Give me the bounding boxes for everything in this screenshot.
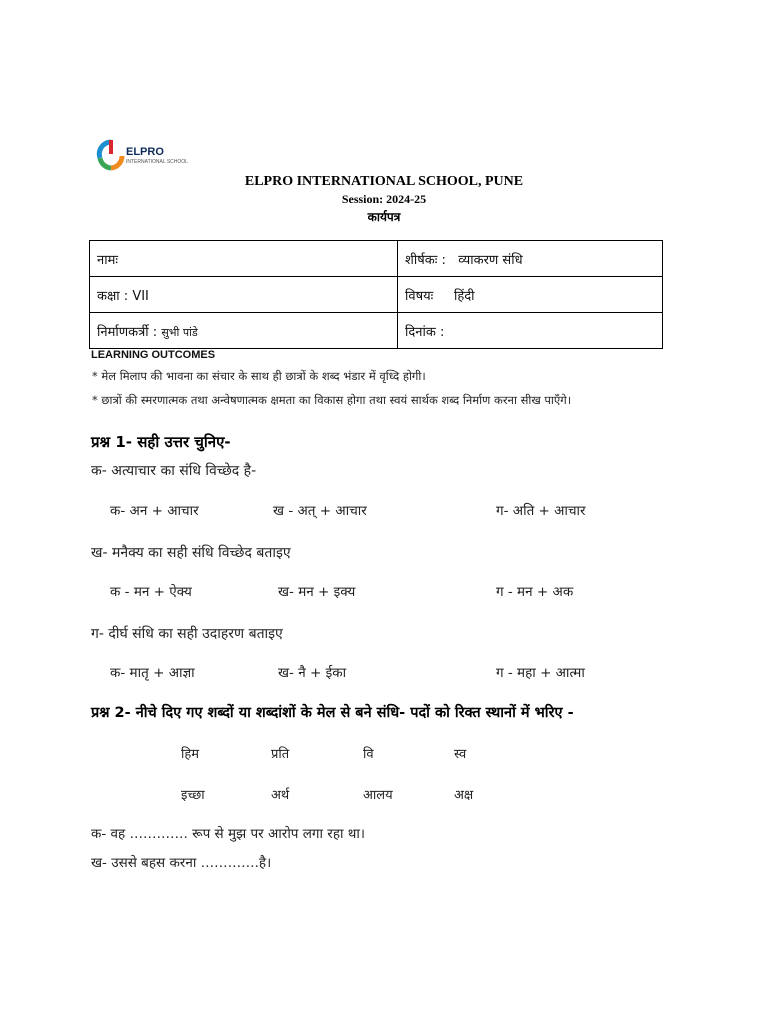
q1c-option-1: क- मातृ + आज्ञा <box>110 665 195 681</box>
class-cell <box>90 277 398 313</box>
date-label: दिनांक : <box>405 324 445 340</box>
class-label: कक्षा : VII <box>97 288 149 304</box>
learning-outcome-item: * छात्रों की स्मरणात्मक तथा अन्वेषणात्मक क्षमता का विकास होगा तथा स्वयं सार्थक शब्द निर्माण करना सीख पाएँगे। <box>92 393 572 407</box>
table-row <box>90 313 663 349</box>
fill-blank-a: क- वह …………. रूप से मुझ पर आरोप लगा रहा था। <box>91 826 366 842</box>
name-cell <box>90 241 398 277</box>
topic-label: शीर्षकः : <box>405 252 446 268</box>
q1-prompt-c: ग- दीर्घ संधि का सही उदाहरण बताइए <box>91 626 283 642</box>
creator-value: सुभी पांडे <box>161 325 198 339</box>
q1b-option-2: ख- मन + इक्य <box>278 584 356 600</box>
table-row <box>90 277 663 313</box>
table-row <box>90 241 663 277</box>
worksheet-title: कार्यपत्र <box>367 210 401 224</box>
q1b-option-1: क - मन + ऐक्य <box>110 584 192 600</box>
word-item: स्व <box>454 747 467 762</box>
name-label: नामः <box>97 252 118 268</box>
q1-prompt-b: ख- मनैक्य का सही संधि विच्छेद बताइए <box>91 545 291 561</box>
logo-subtitle: INTERNATIONAL SCHOOL <box>126 159 188 165</box>
date-cell <box>398 313 663 349</box>
info-table <box>89 240 663 349</box>
word-item: प्रति <box>271 747 290 762</box>
fill-blank-b: ख- उससे बहस करना ………….है। <box>91 855 272 871</box>
question2-heading: प्रश्न 2- नीचे दिए गए शब्दों या शब्दांशों के मेल से बने संधि- पदों को रिक्त स्थानों में भरिए - <box>91 705 574 721</box>
q1a-option-1: क- अन + आचार <box>110 503 199 519</box>
logo-brand: ELPRO <box>126 146 164 158</box>
word-item: अक्ष <box>454 788 474 803</box>
topic-cell <box>398 241 663 277</box>
q1a-option-2: ख - अत् + आचार <box>273 503 367 519</box>
subject-cell <box>398 277 663 313</box>
q1-prompt-a: क- अत्याचार का संधि विच्छेद है- <box>91 463 257 479</box>
word-item: हिम <box>181 747 200 762</box>
school-name: ELPRO INTERNATIONAL SCHOOL, PUNE <box>244 174 524 189</box>
elpro-logo-icon <box>96 138 126 174</box>
word-item: इच्छा <box>181 788 205 803</box>
learning-outcomes-heading: LEARNING OUTCOMES <box>91 349 216 361</box>
subject-value: हिंदी <box>453 288 475 304</box>
creator-label: निर्माणकर्त्री : <box>97 324 158 340</box>
word-item: वि <box>363 747 374 762</box>
session: Session: 2024-25 <box>341 192 427 206</box>
q1a-option-3: ग- अति + आचार <box>496 503 586 519</box>
q1b-option-3: ग - मन + अक <box>496 584 574 600</box>
q1c-option-2: ख- नै + ईका <box>278 665 347 681</box>
topic-value: व्याकरण संधि <box>458 252 523 268</box>
question1-heading: प्रश्न 1- सही उत्तर चुनिए- <box>91 433 231 451</box>
word-item: आलय <box>363 788 393 803</box>
creator-cell <box>90 313 398 349</box>
word-item: अर्थ <box>271 788 290 803</box>
subject-label: विषयः <box>405 288 434 304</box>
q1c-option-3: ग - महा + आत्मा <box>496 665 585 681</box>
learning-outcome-item: * मेल मिलाप की भावना का संचार के साथ ही छात्रों के शब्द भंडार में वृध्दि होगी। <box>92 369 426 383</box>
